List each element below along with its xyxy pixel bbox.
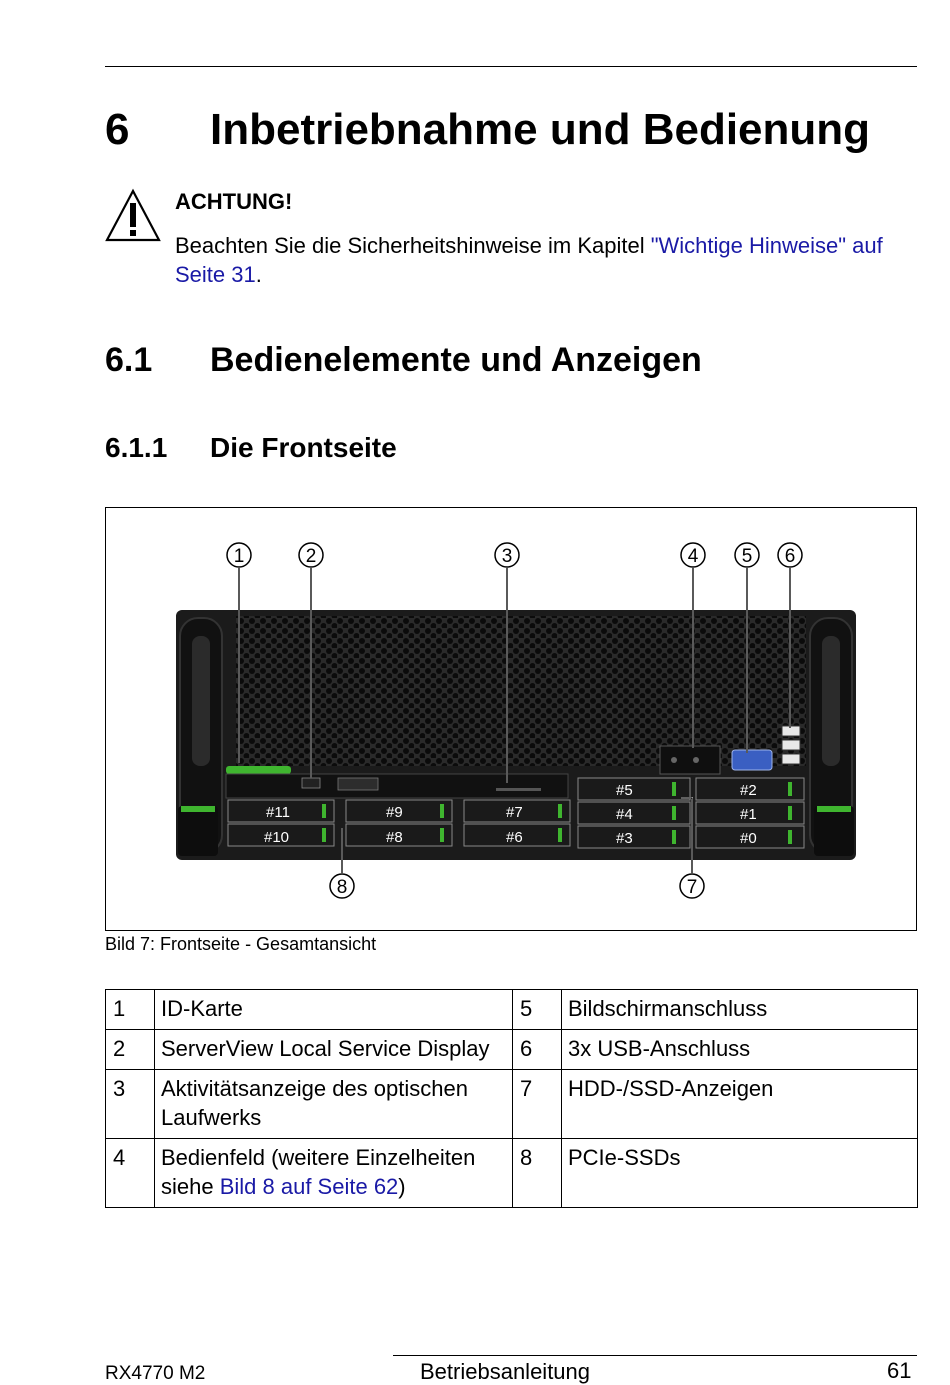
legend-text: PCIe-SSDs [562, 1139, 918, 1208]
right-foot-accent [817, 806, 851, 812]
legend-text: ServerView Local Service Display [155, 1030, 513, 1070]
legend-text: ID-Karte [155, 990, 513, 1030]
table-row [106, 1139, 918, 1208]
right-foot [814, 806, 854, 856]
warning-text [175, 231, 920, 289]
left-foot [178, 806, 218, 856]
legend-number: 4 [106, 1139, 155, 1208]
chapter-title: Inbetriebnahme und Bedienung [210, 105, 871, 154]
left-handle-grip [192, 636, 210, 766]
control-panel[interactable] [660, 746, 720, 774]
page-number: 61 [887, 1358, 912, 1383]
usb-port-2[interactable] [782, 740, 800, 750]
legend-number: 3 [106, 1070, 155, 1139]
legend-text: Aktivitätsanzeige des optischen Laufwerks [155, 1070, 513, 1139]
vent-grille [236, 616, 806, 766]
legend-table [105, 989, 918, 1208]
left-foot-accent [181, 806, 215, 812]
section-title: Bedienelemente und Anzeigen [210, 341, 702, 379]
bay-label-4: #4 [616, 806, 633, 823]
legend-number: 1 [106, 990, 155, 1030]
callout-7: 7 [686, 877, 698, 898]
bay-label-6: #6 [506, 829, 523, 846]
legend-number: 8 [513, 1139, 562, 1208]
callout-1: 1 [233, 546, 245, 567]
legend-text: HDD-/SSD-Anzeigen [562, 1070, 918, 1139]
legend-number: 2 [106, 1030, 155, 1070]
local-service-display[interactable] [302, 778, 320, 788]
callout-8: 8 [336, 877, 348, 898]
id-card[interactable] [226, 766, 291, 774]
bay-label-9: #9 [386, 804, 403, 821]
server-front-figure [106, 508, 916, 930]
table-row [106, 990, 918, 1030]
warning-heading: ACHTUNG! [175, 189, 293, 214]
callout-5: 5 [741, 546, 753, 567]
vga-port[interactable] [732, 750, 772, 770]
bay-label-10: #10 [264, 829, 290, 846]
usb-port-3[interactable] [782, 754, 800, 764]
power-button-icon[interactable] [671, 757, 677, 763]
bay-label-0: #0 [740, 830, 757, 847]
warning-text-before: Beachten Sie die Sicherheitshinweise im Kapitel [175, 233, 651, 258]
legend-link[interactable]: Bild 8 auf Seite 62 [219, 1174, 399, 1199]
footer-rule [393, 1355, 917, 1356]
callout-2: 2 [305, 546, 317, 567]
bay-label-8: #8 [386, 829, 403, 846]
callout-6: 6 [784, 546, 796, 567]
legend-number: 6 [513, 1030, 562, 1070]
legend-number: 5 [513, 990, 562, 1030]
table-row [106, 1030, 918, 1070]
section-number: 6.1 [105, 341, 153, 379]
id-button-icon[interactable] [693, 757, 699, 763]
legend-text-before: Bedienfeld (weitere Einzelheiten siehe [161, 1145, 476, 1199]
legend-text-after: ) [398, 1174, 406, 1199]
legend-text [155, 1139, 513, 1208]
callout-4: 4 [687, 546, 699, 567]
bay-label-1: #1 [740, 806, 757, 823]
optical-activity-led [496, 788, 541, 791]
drive-label [338, 778, 378, 790]
legend-number: 7 [513, 1070, 562, 1139]
warning-link[interactable]: "Wichtige Hinweise" auf Seite 31 [175, 233, 883, 287]
chapter-number: 6 [105, 105, 130, 154]
legend-text: 3x USB-Anschluss [562, 1030, 918, 1070]
footer-model: RX4770 M2 [105, 1363, 206, 1384]
right-handle-grip [822, 636, 840, 766]
callout-3: 3 [501, 546, 513, 567]
top-rule [105, 66, 917, 67]
bay-label-7: #7 [506, 804, 523, 821]
bay-label-5: #5 [616, 782, 633, 799]
bay-label-3: #3 [616, 830, 633, 847]
legend-text: Bildschirmanschluss [562, 990, 918, 1030]
subsection-title: Die Frontseite [210, 432, 397, 463]
optical-drive [226, 774, 568, 798]
warning-text-after: . [255, 262, 262, 287]
figure-caption: Bild 7: Frontseite - Gesamtansicht [105, 934, 377, 954]
table-row [106, 1070, 918, 1139]
warning-triangle-icon [104, 188, 162, 244]
bay-label-11: #11 [266, 804, 290, 821]
bay-label-2: #2 [740, 782, 757, 799]
subsection-number: 6.1.1 [105, 432, 168, 463]
footer-doc-title: Betriebsanleitung [420, 1359, 591, 1384]
